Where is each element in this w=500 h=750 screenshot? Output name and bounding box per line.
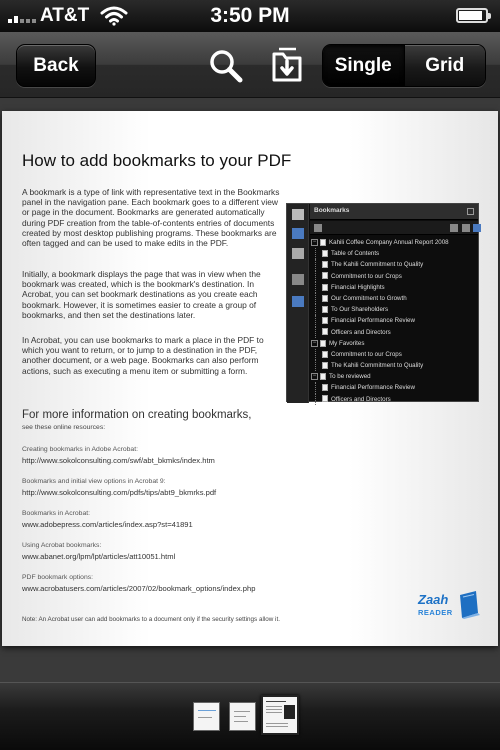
paragraph-1: A bookmark is a type of link with representative text in the Bookmarks panel in the navigation pane. Each bookmark goes to a different view or page in the document. Bookmarks are generated automatically during PDF creation from the table-of-contents entries of documents created by most desktop publishing programs. These bookmarks are often tagged and can be used to make edits in the PDF. (22, 187, 280, 249)
bookmark-label: Financial Performance Review (331, 317, 415, 325)
page-icon (322, 261, 328, 268)
resource-label: PDF bookmark options: (22, 574, 94, 581)
bookmark-label: The Kahili Commitment to Quality (331, 362, 424, 370)
page-thumbnail-3[interactable] (261, 695, 299, 735)
bookmark-label: Kahili Coffee Company Annual Report 2008 (329, 239, 449, 246)
panel-header (310, 204, 478, 220)
status-time: 3:50 PM (210, 4, 290, 27)
new-bookmark-icon (462, 224, 470, 232)
page-icon (322, 395, 328, 402)
security-note: Note: An Acrobat user can add bookmarks to a document only if the security settings allow it. (22, 616, 280, 623)
battery-fill (459, 11, 482, 20)
bookmark-tree (310, 237, 476, 405)
resource-link[interactable]: www.abanet.org/lpm/lpt/articles/att10051.html (22, 552, 176, 561)
bookmark-item[interactable] (310, 293, 476, 304)
carrier-name: AT&T (40, 5, 90, 26)
resource-link[interactable]: http://www.sokolconsulting.com/swf/abt_bkmks/index.htm (22, 456, 215, 465)
expand-icon (473, 224, 481, 232)
bookmark-item[interactable] (310, 237, 476, 248)
page-icon (322, 250, 328, 257)
book-icon (457, 591, 481, 619)
bookmark-item[interactable] (310, 371, 476, 382)
page-thumbnail-bar (0, 682, 500, 750)
page-icon (322, 351, 328, 358)
bookmark-item[interactable] (310, 338, 476, 349)
page-thumbnail-2[interactable] (229, 702, 256, 731)
bookmark-item[interactable] (310, 259, 476, 270)
panel-sidebar (287, 204, 309, 403)
resource-label: Bookmarks in Acrobat: (22, 510, 90, 517)
paragraph-3: In Acrobat, you can use bookmarks to mark a place in the PDF to which you want to return, or to jump to a destination in the PDF, another document, or a web page. Bookmarks can also perform actions, such as executing a menu item or submitting a form. (22, 335, 264, 376)
bookmark-label: Officers and Directors (331, 395, 391, 403)
resource-link[interactable]: www.adobepress.com/articles/index.asp?st=41891 (22, 520, 193, 529)
panel-close-icon (467, 208, 474, 215)
collapse-icon[interactable]: − (312, 373, 317, 380)
page-icon (322, 384, 328, 391)
bookmark-label: Our Commitment to Growth (331, 294, 407, 302)
panel-title: Bookmarks (314, 207, 350, 214)
bookmark-label: The Kahili Commitment to Quality (331, 261, 424, 269)
bookmark-item[interactable] (310, 304, 476, 315)
tags-icon (292, 296, 304, 307)
view-mode-segmented-control (322, 44, 486, 87)
bookmark-item[interactable] (310, 327, 476, 338)
grid-view-button[interactable]: Grid (405, 45, 486, 86)
paragraph-2: Initially, a bookmark displays the page that was in view when the bookmark was created, which is the bookmark's destination. In Acrobat, you can set bookmark destinations as you create each bookmark. However, it is sometimes easier to create a group of bookmarks, and then set the destinations later. (22, 269, 261, 320)
page-icon (322, 295, 328, 302)
bookmark-label: My Favorites (329, 339, 365, 347)
collapse-icon[interactable]: − (312, 238, 317, 245)
page-icon (322, 284, 328, 291)
bookmark-label: Financial Performance Review (331, 384, 415, 392)
page-icon (320, 239, 326, 246)
layers-icon (292, 248, 304, 259)
logo-subtext: READER (418, 608, 453, 617)
options-icon (314, 224, 322, 232)
more-info-heading: For more information on creating bookmarks, (22, 409, 252, 421)
bookmark-label: Commitment to our Crops (331, 272, 402, 280)
resource-label: Bookmarks and initial view options in Acrobat 9: (22, 478, 166, 485)
page-thumbnail-1[interactable] (193, 702, 220, 731)
more-info-subheading: see these online resources: (22, 424, 106, 431)
resource-link[interactable]: http://www.sokolconsulting.com/pdfs/tips/abt9_bkmrks.pdf (22, 488, 217, 497)
folder-download-icon[interactable] (270, 46, 304, 84)
bookmark-item[interactable] (310, 282, 476, 293)
bookmark-label: To be reviewed (329, 373, 371, 381)
bookmark-item[interactable] (310, 315, 476, 326)
bookmark-item[interactable] (310, 360, 476, 371)
document-viewer[interactable] (0, 98, 500, 682)
bookmark-label: Officers and Directors (331, 328, 391, 336)
pdf-page[interactable] (2, 111, 498, 646)
single-view-button[interactable]: Single (323, 45, 405, 86)
page-icon (320, 340, 326, 347)
page-icon (322, 272, 328, 279)
logo-text: Zaah (418, 592, 449, 607)
document-title: How to add bookmarks to your PDF (22, 151, 292, 170)
navigation-toolbar (0, 32, 500, 98)
delete-icon (450, 224, 458, 232)
search-icon[interactable] (208, 48, 244, 84)
page-icon (322, 328, 328, 335)
page-icon (322, 362, 328, 369)
bookmark-label: Financial Highlights (331, 283, 385, 291)
collapse-icon[interactable]: − (312, 339, 317, 346)
bookmark-label: To Our Shareholders (331, 306, 389, 314)
bookmark-label: Commitment to our Crops (331, 350, 402, 358)
back-button[interactable]: Back (16, 44, 96, 87)
bookmark-item[interactable] (310, 271, 476, 282)
resource-link[interactable]: www.acrobatusers.com/articles/2007/02/bookmark_options/index.php (22, 584, 256, 593)
resource-label: Creating bookmarks in Adobe Acrobat: (22, 446, 138, 453)
signature-icon (292, 274, 304, 285)
bookmark-item[interactable] (310, 382, 476, 393)
page-icon (322, 317, 328, 324)
bookmark-item[interactable] (310, 394, 476, 405)
bookmark-item[interactable] (310, 248, 476, 259)
bookmark-item[interactable] (310, 349, 476, 360)
page-icon (320, 373, 326, 380)
battery-icon (456, 8, 488, 23)
bookmark-label: Table of Contents (331, 250, 380, 258)
page-icon (322, 306, 328, 313)
status-bar (0, 0, 500, 32)
zaah-reader-logo (415, 591, 483, 625)
resource-label: Using Acrobat bookmarks: (22, 542, 102, 549)
bookmarks-panel-figure (286, 203, 479, 402)
pages-icon (292, 209, 304, 220)
bookmark-icon (292, 228, 304, 239)
panel-tools (310, 221, 478, 235)
